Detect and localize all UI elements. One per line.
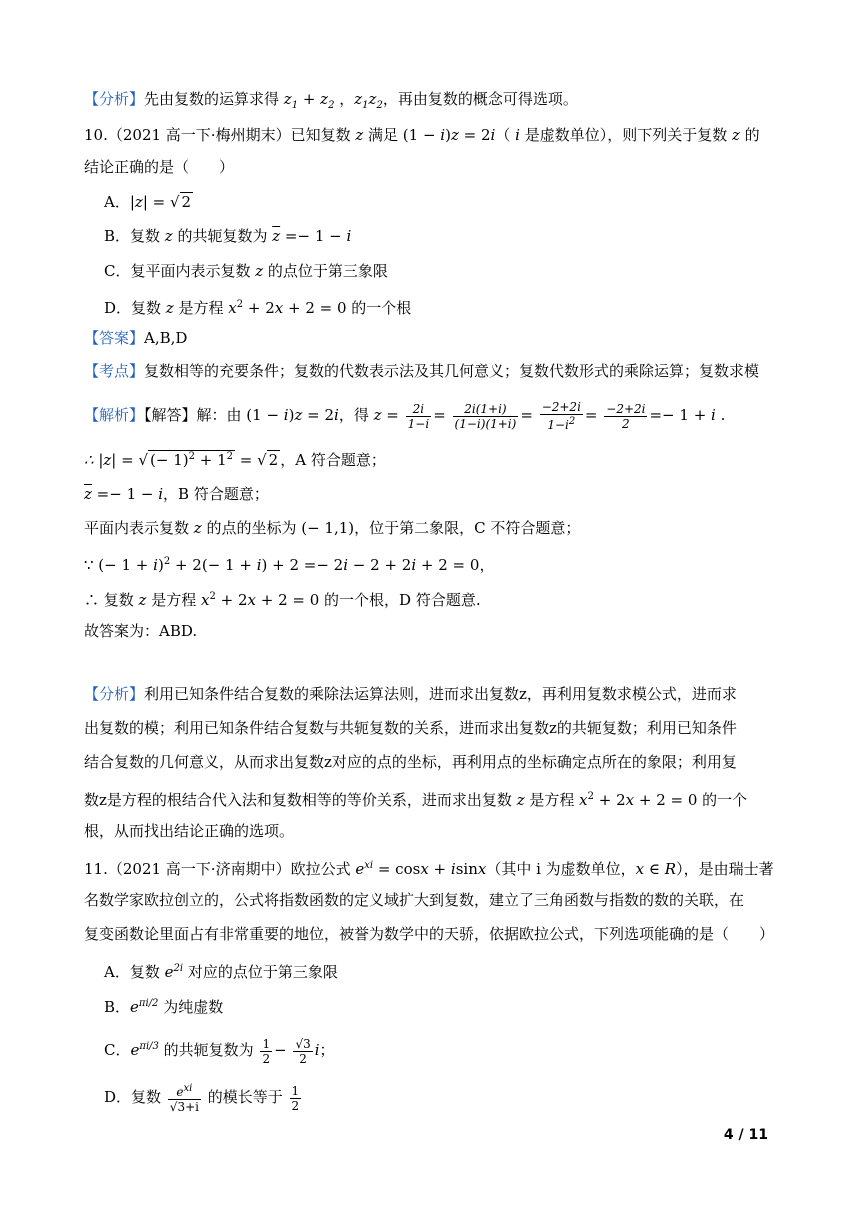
q11-stem-line1: 11.（2021 高一下·济南期中）欧拉公式 $e^{xi} = \cos x + isinx$（其中 i 为虚数单位，x ∈ R），是由瑞士著 — [84, 860, 774, 878]
q11-option-d: D．复数 $\frac{e^{xi}}{√3+i}$ 的模长等于 $\frac{1}{2}$ — [104, 1083, 300, 1114]
q10-solution-line7: 故答案为：ABD. — [84, 622, 198, 640]
q10-option-b: B．复数 z 的共轭复数为 $\overline{z} =- 1 - i$ — [104, 227, 352, 245]
q10-option-a: A．|z| = √ 2 — [104, 193, 192, 211]
q10-solution-line3: $\overline{z} =- 1 - i$，B 符合题意； — [84, 485, 269, 503]
q11-option-b: B．$e^{\pi i/2}$ 为纯虚数 — [104, 998, 224, 1016]
q10-solution-line6: ∴ 复数 z 是方程 $x^2 + 2x + 2 = 0$ 的一个根，D 符合题意. — [84, 591, 481, 609]
q10-solution-line2: ∴ |z| = √ (− $1)^2 + 1^2$ = √ 2 ，A 符合题意； — [84, 451, 386, 469]
q10-analysis-line1: 【分析】利用已知条件结合复数的乘除法运算法则，进而求出复数z，再利用复数求模公式，进而求 — [84, 685, 737, 703]
q11-option-a: A．复数 $e^{2i}$ 对应的点位于第三象限 — [104, 963, 338, 981]
q10-stem-line1: 10.（2021 高一下·梅州期末）已知复数 z 满足 (1 − i)z = 2i（ i 是虚数单位），则下列关于复数 z 的 — [84, 126, 760, 144]
q10-analysis-line4: 数z是方程的根结合代入法和复数相等的等价关系，进而求出复数 z 是方程 $x^2 + 2x + 2 = 0$ 的一个 — [84, 791, 748, 809]
q11-stem-line3: 复变函数论里面占有非常重要的地位，被誉为数学中的天骄，依据欧拉公式，下列选项能确的是（ ） — [84, 925, 775, 943]
math: $z_1 + z_2$ — [283, 90, 335, 111]
q9-analysis: 【分析】先由复数的运算求得 $z_1 + z_2$ ，$z_1z_2$，再由复数的概念可得选项。 — [84, 90, 578, 111]
q10-analysis-line5: 根，从而找出结论正确的选项。 — [84, 822, 295, 840]
q10-analysis-line3: 结合复数的几何意义，从而求出复数z对应的点的坐标，再利用点的坐标确定点所在的象限；利用复 — [84, 753, 737, 771]
q11-option-c: C．$e^{\pi i/3}$ 的共轭复数为 $\frac{1}{2}$ − $\frac{√3}{2}$ i； — [104, 1036, 335, 1066]
q10-stem-line2: 结论正确的是（ ） — [84, 158, 235, 176]
q10-answer: 【答案】A,B,D — [84, 329, 188, 347]
q10-kaodian: 【考点】复数相等的充要条件；复数的代数表示法及其几何意义；复数代数形式的乘除运算；复数求模 — [84, 362, 760, 380]
q10-option-c: C．复平面内表示复数 z 的点位于第三象限 — [104, 262, 388, 280]
q11-stem-line2: 名数学家欧拉创立的，公式将指数函数的定义域扩大到复数，建立了三角函数与指数的数的关联，在 — [84, 891, 745, 909]
q10-solution-line5: ∵ (− 1 + i)$^2$ + 2(− 1 + i) + 2 =− 2i − 2 + 2i + 2 = 0， — [84, 556, 495, 574]
q10-solution-line4: 平面内表示复数 z 的点的坐标为 (− 1,1)，位于第二象限，C 不符合题意； — [84, 519, 581, 537]
q10-solution-line1: 【解析】【解答】解：由 (1 − i)z = 2i，得 z = $\frac{2i}{1-i}$ = $\frac{2i(1+i)}{(1-i)(1+i)}$ = $\frac{-2+2i}{1-i^2}$ = $\frac{-2+2i}{2}$ =− 1 + i . — [84, 400, 726, 432]
q10-analysis-line2: 出复数的模；利用已知条件结合复数与共轭复数的关系，进而求出复数z的共轭复数；利用已知条件 — [84, 719, 737, 737]
analysis-tag: 【分析】 — [84, 90, 145, 108]
page-number: 4 / 11 — [723, 1127, 768, 1143]
q10-option-d: D．复数 z 是方程 $x^2 + 2x + 2 = 0$ 的一个根 — [104, 299, 412, 317]
